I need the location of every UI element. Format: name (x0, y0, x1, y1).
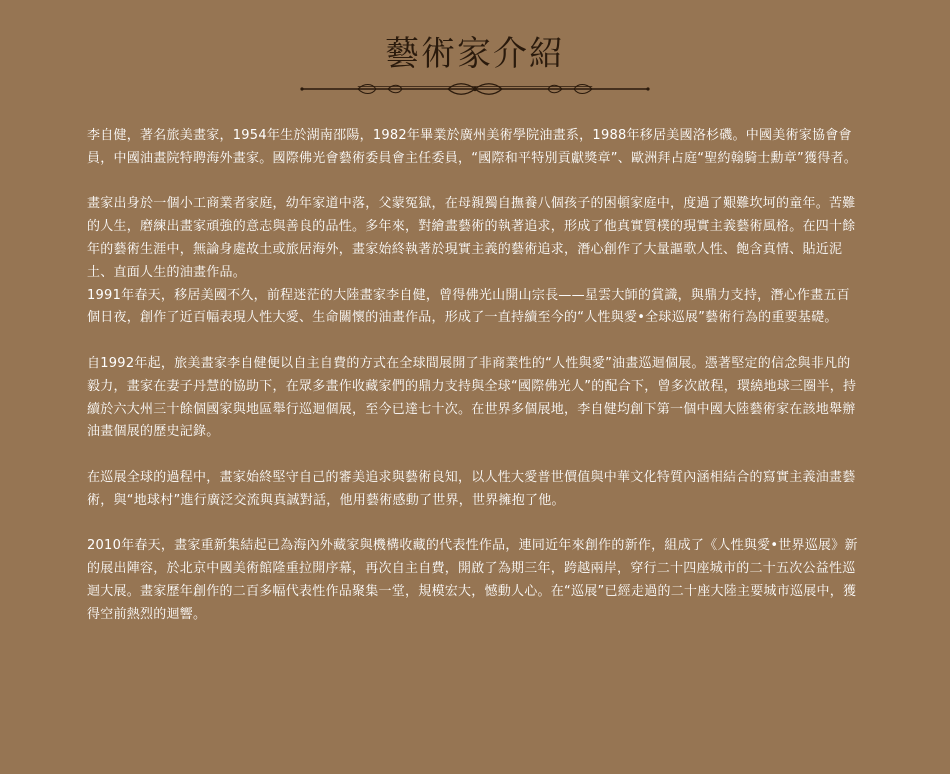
article-paragraph: 在巡展全球的過程中，畫家始終堅守自己的審美追求與藝術良知，以人性大愛普世價值與中華文化特質內涵相結合的寫實主義油畫藝術，與“地球村”進行廣泛交流與真誠對話，他用藝術感動了世界，世界擁抱了他。 (87, 469, 856, 508)
paragraph-gap (87, 444, 862, 467)
ornamental-divider (298, 80, 652, 98)
page-title: 藝術家介紹 (385, 34, 565, 74)
article-paragraph: 2010年春天，畫家重新集結起已為海內外藏家與機構收藏的代表性作品，連同近年來創作的新作，組成了《人性與愛•世界巡展》新的展出陣容，於北京中國美術館隆重拉開序幕，再次自主自費，開啟了為期三年，跨越兩岸，穿行二十四座城市的二十五次公益性巡迴大展。畫家歷年創作的二百多幅代表性作品聚集一堂，規模宏大，憾動人心。在“巡展”已經走過的二十座大陸主要城市巡展中，獲得空前熱烈的迴響。 (87, 538, 858, 622)
article-paragraph: 畫家出身於一個小工商業者家庭，幼年家道中落，父蒙冤獄，在母親獨自撫養八個孩子的困頓家庭中，度過了艱難坎坷的童年。苦難的人生，磨練出畫家頑強的意志與善良的品性。多年來，對繪畫藝術的執著追求，形成了他真實質樸的現實主義藝術風格。在四十餘年的藝術生涯中，無論身處故土或旅居海外，畫家始終執著於現實主義的藝術追求，潛心創作了大量謳歌人性、飽含真情、貼近泥土、直面人生的油畫作品。 (87, 196, 856, 280)
article-paragraph: 1991年春天，移居美國不久，前程迷茫的大陸畫家李自健，曾得佛光山開山宗長——星雲大師的賞識，與鼎力支持，潛心作畫五百個日夜，創作了近百幅表現人性大愛、生命關懷的油畫作品，形成了一直持續至今的“人性與愛•全球巡展”藝術行為的重要基礎。 (87, 287, 850, 326)
paragraph-gap (87, 171, 862, 194)
article-paragraph: 自1992年起，旅美畫家李自健便以自主自費的方式在全球間展開了非商業性的“人性與愛”油畫巡迴個展。憑著堅定的信念與非凡的毅力，畫家在妻子丹慧的協助下，在眾多畫作收藏家們的鼎力支持與全球“國際佛光人”的配合下，曾多次啟程，環繞地球三圈半，持續於六大州三十餘個國家與地區舉行巡迴個展，至今已達七十次。在世界多個展地，李自健均創下第一個中國大陸藝術家在該地舉辦油畫個展的歷史記錄。 (87, 355, 857, 440)
article-body (87, 125, 862, 627)
paragraph-gap (87, 330, 862, 353)
paragraph-gap (87, 513, 862, 536)
article-paragraph: 李自健，著名旅美畫家，1954年生於湖南邵陽，1982年畢業於廣州美術學院油畫系，1988年移居美國洛杉磯。中國美術家協會會員，中國油畫院特聘海外畫家。國際佛光會藝術委員會主任委員，“國際和平特別貢獻獎章”、歐洲拜占庭“聖約翰騎士勳章”獲得者。 (87, 128, 857, 166)
